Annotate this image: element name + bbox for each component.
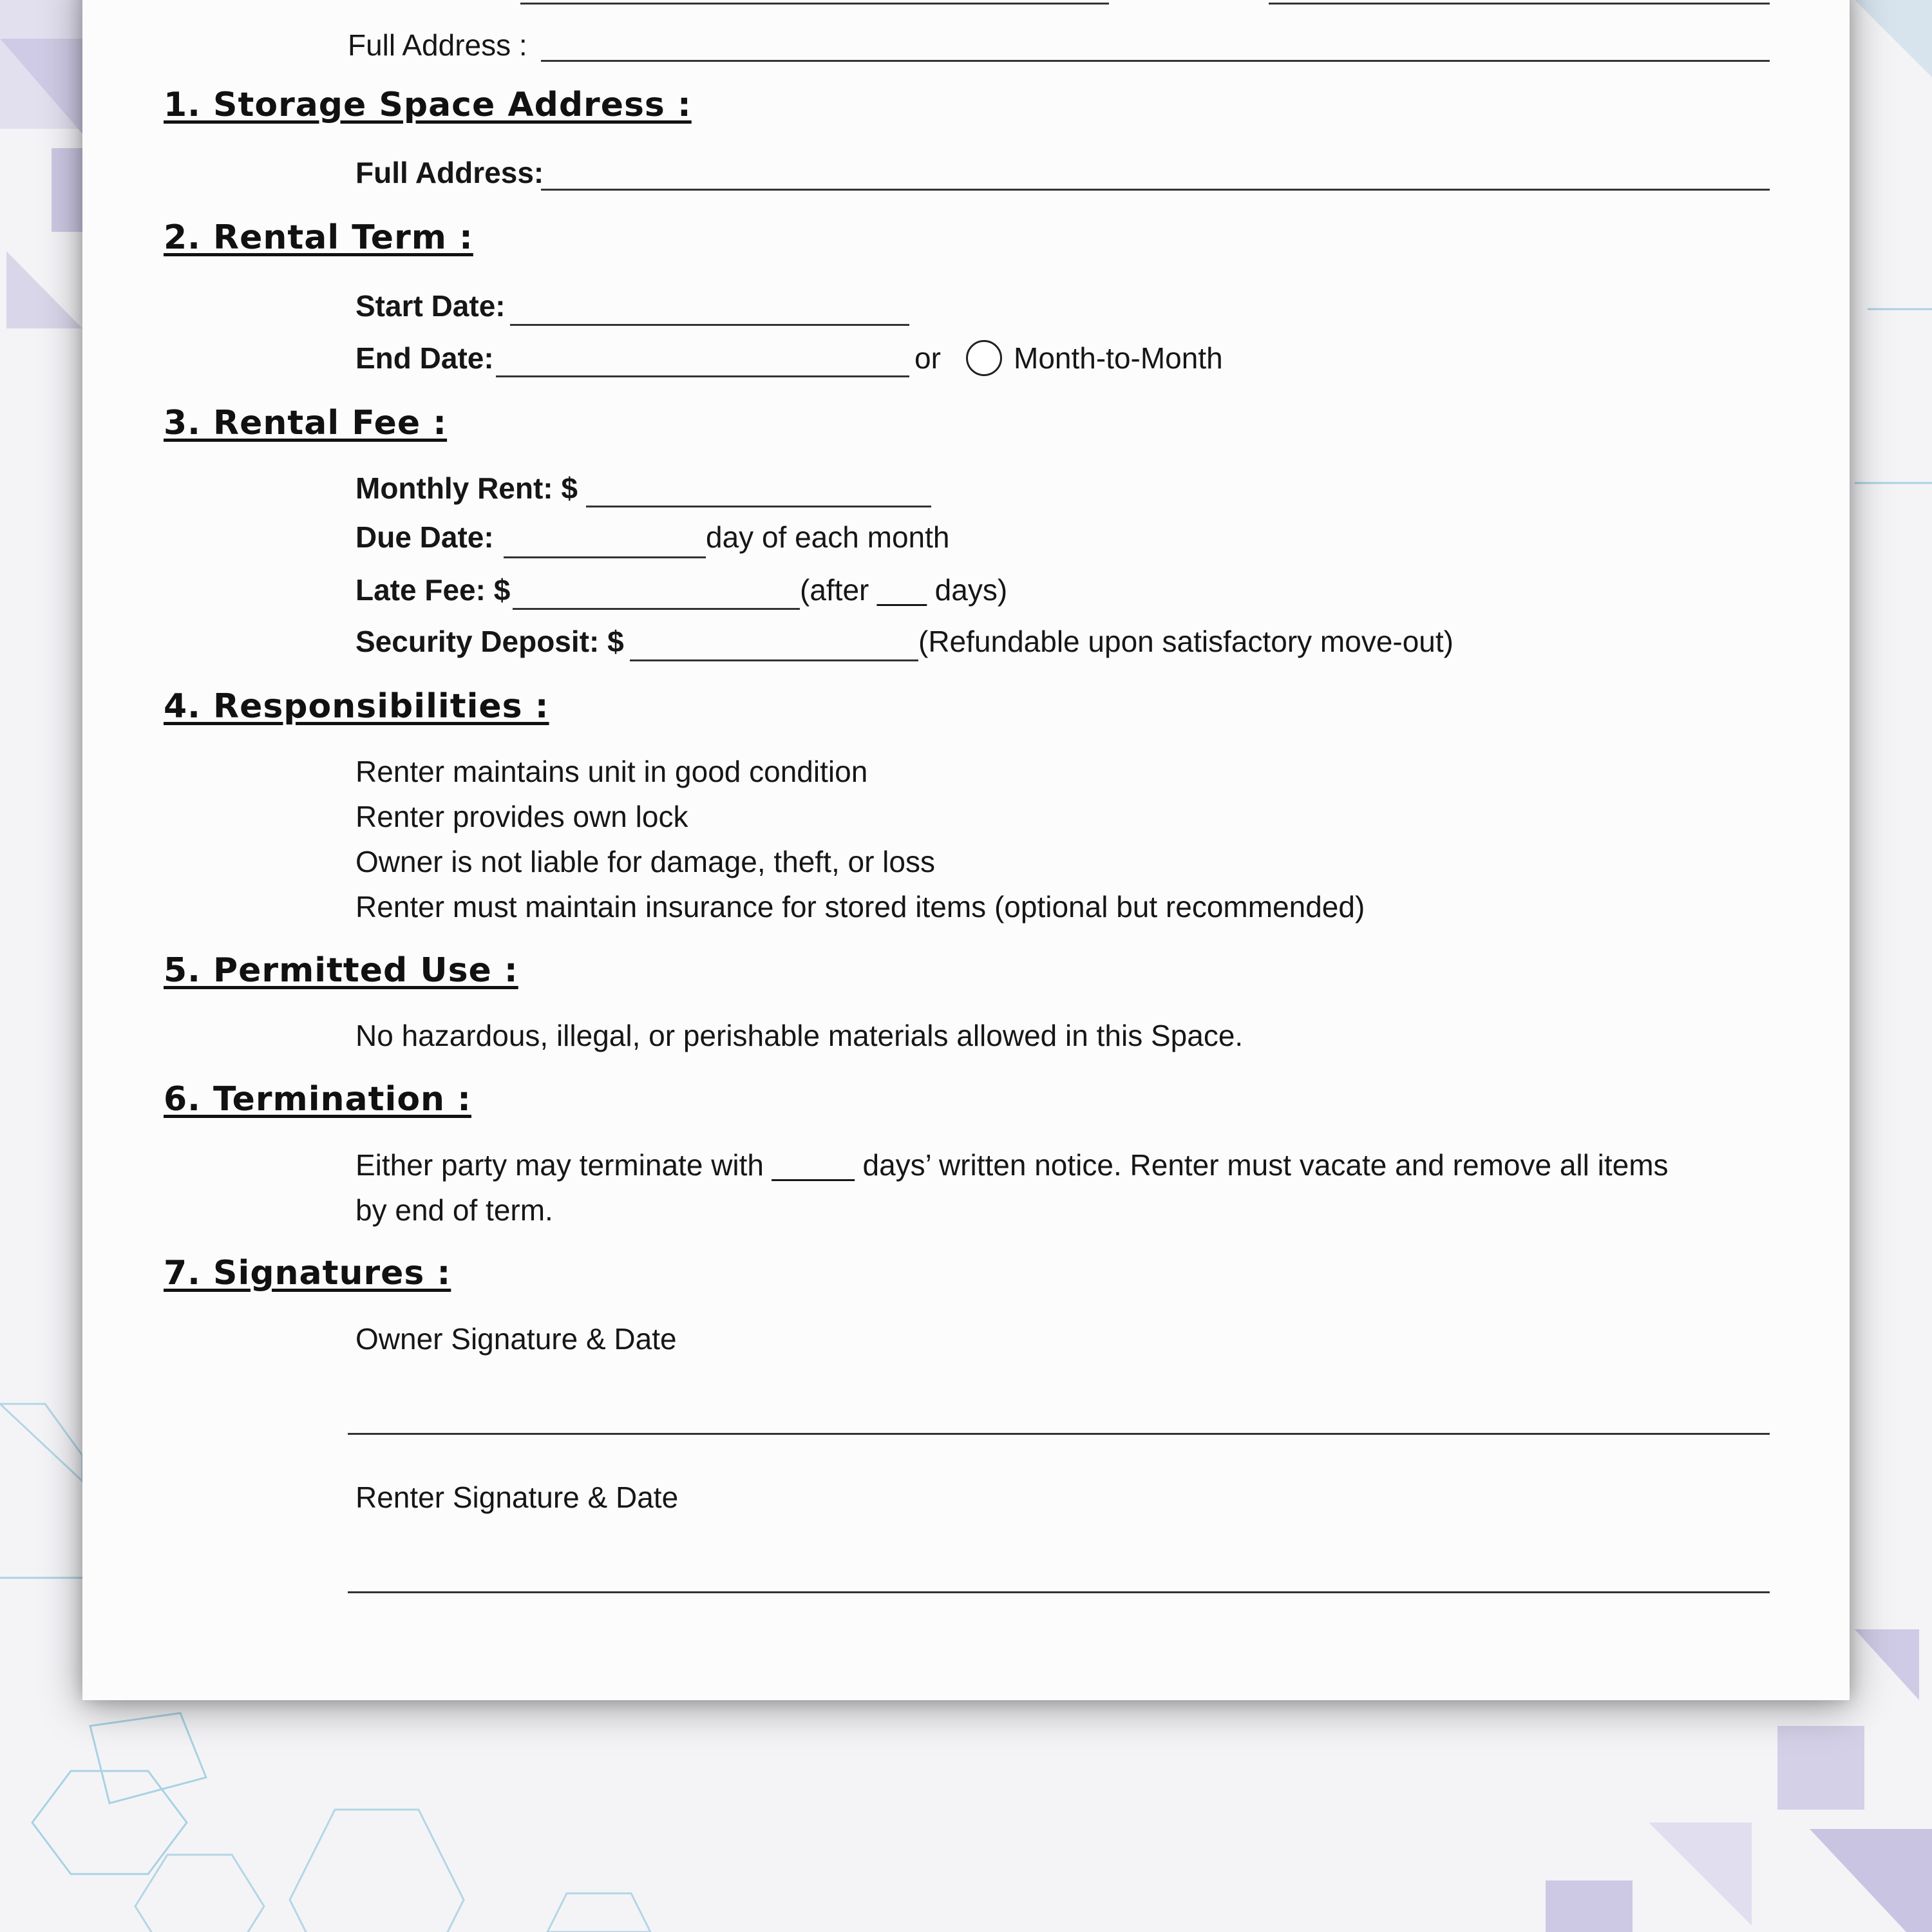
owner-full-address-field[interactable]: [541, 60, 1770, 62]
owner-signature-label: Owner Signature & Date: [355, 1322, 677, 1356]
due-date-suffix: day of each month: [706, 520, 950, 554]
end-date-field[interactable]: [496, 375, 909, 377]
late-fee-label: Late Fee: $: [355, 573, 511, 607]
section-heading-responsibilities: 4. Responsibilities :: [164, 687, 549, 726]
responsibility-item: Renter must maintain insurance for stored items (optional but recommended): [355, 890, 1365, 923]
storage-full-address-label: Full Address:: [355, 156, 544, 189]
security-deposit-label: Security Deposit: $: [355, 625, 624, 658]
security-deposit-suffix: (Refundable upon satisfactory move-out): [918, 625, 1454, 658]
previous-field-line-left[interactable]: [520, 3, 1109, 5]
previous-field-line-right[interactable]: [1269, 3, 1770, 5]
end-date-label: End Date:: [355, 341, 494, 375]
late-fee-suffix: (after ___ days): [800, 573, 1008, 607]
start-date-field[interactable]: [510, 324, 909, 326]
month-to-month-radio[interactable]: [966, 340, 1002, 376]
renter-signature-label: Renter Signature & Date: [355, 1481, 679, 1514]
security-deposit-field[interactable]: [630, 659, 918, 661]
section-heading-rental-fee: 3. Rental Fee :: [164, 404, 448, 442]
start-date-label: Start Date:: [355, 289, 506, 323]
responsibility-item: Renter provides own lock: [355, 800, 688, 833]
storage-full-address-field[interactable]: [541, 189, 1770, 191]
due-date-field[interactable]: [504, 556, 706, 558]
responsibility-item: Renter maintains unit in good condition: [355, 755, 868, 788]
section-heading-termination: 6. Termination :: [164, 1080, 471, 1119]
monthly-rent-field[interactable]: [586, 506, 931, 507]
or-text: or: [914, 341, 941, 375]
monthly-rent-label: Monthly Rent: $: [355, 471, 578, 505]
owner-full-address-label: Full Address :: [348, 28, 527, 62]
section-heading-signatures: 7. Signatures :: [164, 1254, 451, 1293]
termination-text-line1: Either party may terminate with _____ days’ written notice. Renter must vacate and remove all items: [355, 1148, 1669, 1182]
permitted-use-text: No hazardous, illegal, or perishable materials allowed in this Space.: [355, 1019, 1244, 1052]
owner-signature-field[interactable]: [348, 1433, 1770, 1435]
termination-text-line2: by end of term.: [355, 1193, 553, 1227]
section-heading-rental-term: 2. Rental Term :: [164, 218, 473, 257]
section-heading-storage-address: 1. Storage Space Address :: [164, 86, 692, 124]
late-fee-field[interactable]: [513, 608, 800, 610]
renter-signature-field[interactable]: [348, 1591, 1770, 1593]
section-heading-permitted-use: 5. Permitted Use :: [164, 951, 518, 990]
month-to-month-label: Month-to-Month: [1014, 341, 1223, 375]
responsibility-item: Owner is not liable for damage, theft, or loss: [355, 845, 935, 878]
due-date-label: Due Date:: [355, 520, 494, 554]
